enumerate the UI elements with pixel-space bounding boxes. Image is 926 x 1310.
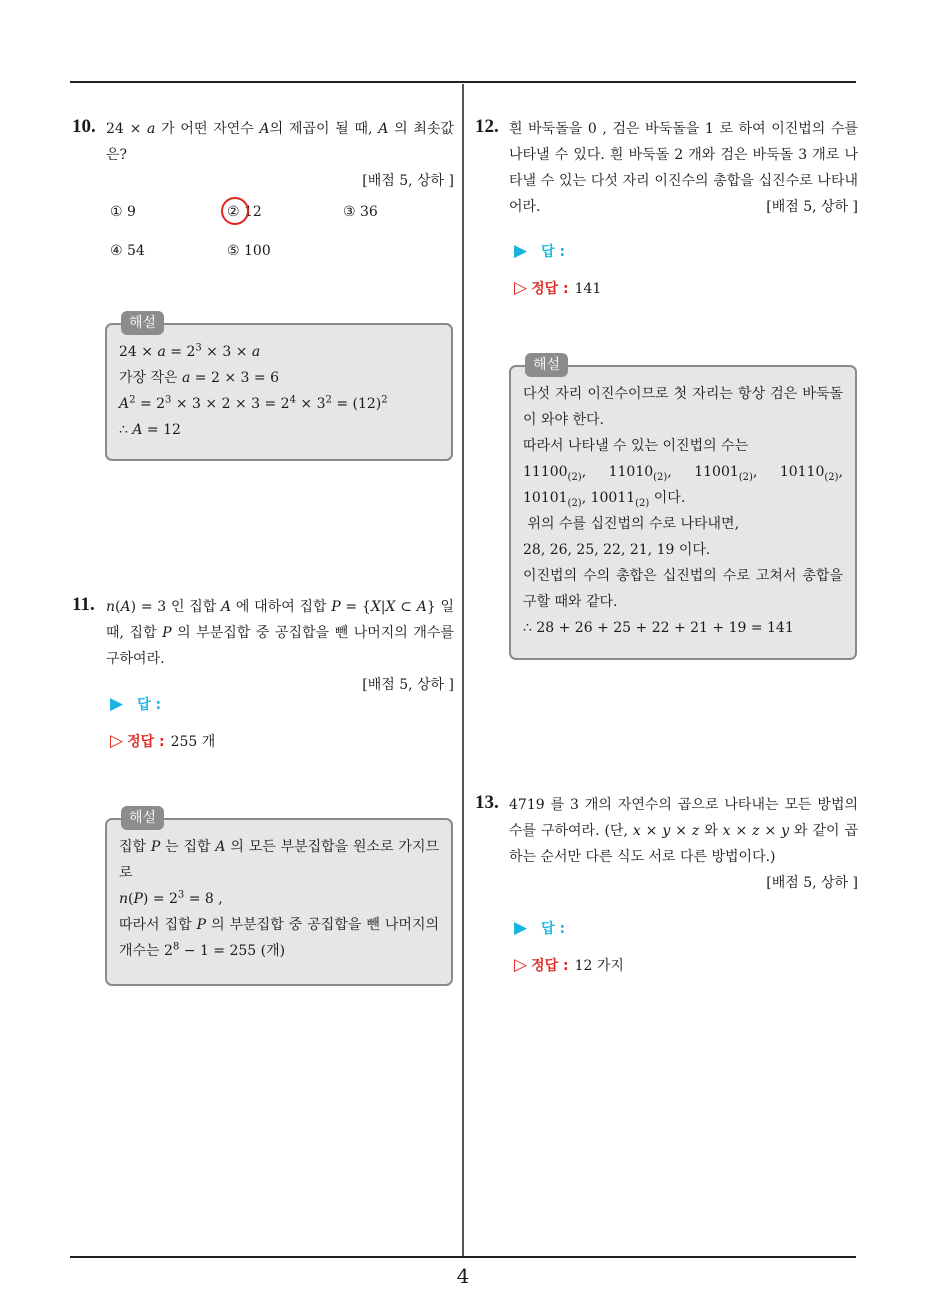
play-arrow-icon: ▶ [110,694,124,714]
solution-line: 28, 26, 25, 22, 21, 19 이다. [523,542,711,558]
question-11 [72,594,454,698]
solution-line: $24 \times a = 2^3 \times 3 \times a$ [119,342,261,360]
play-arrow-icon: ▶ [514,918,528,938]
solution-box-10 [105,315,453,461]
question-12 [475,116,858,220]
solution-line: ∴ 28 + 26 + 25 + 22 + 21 + 19 = 141 [523,620,794,636]
question-number: 10. [72,116,96,137]
choice-3[interactable]: ③ 36 [343,204,378,220]
question-text: 흰 바둑돌을 0 , 검은 바둑돌을 1 로 하여 이진법의 수를 나타낼 수 있다. 흰 바둑돌 2 개와 검은 바둑돌 3 개로 나타낼 수 있는 다섯 자리 이진수의 총합을 십진수로 나타내어라. [배점 5, 상하 ] [509,116,858,220]
question-number: 13. [475,792,499,813]
selected-answer-circle [221,197,249,225]
correct-answer-line [110,731,215,751]
correct-value: 12 가지 [574,958,624,974]
answer-line[interactable] [110,694,161,714]
question-text: 24 × a 가 어떤 자연수 A의 제곱이 될 때, A 의 최솟값은? [배점 5, 상하 ] [106,116,454,194]
choice-5[interactable]: ⑤ 100 [227,243,271,259]
correct-answer-line [514,278,601,298]
question-text: n(A) = 3 인 집합 A 에 대하여 집합 P = {X|X ⊂ A} 일 때, 집합 P 의 부분집합 중 공집합을 뺀 나머지의 개수를 구하여라. [배점 5, 상하 ] [106,594,454,698]
question-text: 4719 를 3 개의 자연수의 곱으로 나타내는 모든 방법의 수를 구하여라. (단, x × y × z 와 x × z × y 와 같이 곱하는 순서만 다른 식도 서로 다른 방법이다.) [배점 5, 상하 ] [509,792,858,896]
choice-2[interactable]: ② 12 [227,204,262,220]
answer-label: 답 : [541,244,566,260]
question-13 [475,792,858,896]
solution-line: $11100_{(2)}$, $11010_{(2)}$, $11001_{(2)}$, $10110_{(2)}$, $10101_{(2)}$, $10011_{(2)}$ 이다. [523,464,843,509]
correct-label: 정답 : [531,281,569,297]
solution-line: 다섯 자리 이진수이므로 첫 자리는 항상 검은 바둑돌이 와야 한다. [523,386,843,428]
outline-arrow-icon: ▷ [514,278,528,298]
choice-4[interactable]: ④ 54 [110,243,145,259]
outline-arrow-icon: ▷ [514,955,528,975]
answer-label: 답 : [541,921,566,937]
solution-line: 따라서 집합 P 의 부분집합 중 공집합을 뺀 나머지의 개수는 $2^8 - 1 = 255$ (개) [119,917,440,959]
outline-arrow-icon: ▷ [110,731,124,751]
column-divider [462,84,464,1258]
page-number: 4 [456,1264,470,1288]
solution-tag: 해설 [121,806,164,830]
solution-line: 따라서 나타낼 수 있는 이진법의 수는 [523,438,749,454]
solution-tag: 해설 [525,353,568,377]
solution-line: 위의 수를 십진법의 수로 나타내면, [523,516,740,532]
correct-value: 255 개 [170,734,216,750]
correct-label: 정답 : [127,734,165,750]
solution-line: 가장 작은 a = 2 × 3 = 6 [119,370,279,386]
solution-box-12 [509,357,857,660]
correct-answer-line [514,955,624,975]
top-rule [70,81,856,83]
correct-value: 141 [574,281,602,297]
answer-line[interactable] [514,241,565,261]
answer-line[interactable] [514,918,565,938]
solution-tag: 해설 [121,311,164,335]
score-meta: [배점 5, 상하 ] [766,199,858,215]
choice-1[interactable]: ① 9 [110,204,136,220]
score-meta: [배점 5, 상하 ] [766,875,858,891]
bottom-rule [70,1256,856,1258]
play-arrow-icon: ▶ [514,241,528,261]
solution-line: $n(P) = 2^3 = 8$ , [119,889,223,907]
solution-box-11 [105,810,453,986]
solution-line: 이진법의 수의 총합은 십진법의 수로 고쳐서 총합을 구할 때와 같다. [523,568,843,610]
answer-label: 답 : [137,697,162,713]
score-meta: [배점 5, 상하 ] [362,677,454,693]
choice-list [110,204,450,264]
question-number: 11. [72,594,95,615]
question-number: 12. [475,116,499,137]
solution-line: ∴ A = 12 [119,422,181,438]
question-10 [72,116,454,194]
solution-line: 집합 P 는 집합 A 의 모든 부분집합을 원소로 가지므로 [119,839,440,881]
score-meta: [배점 5, 상하 ] [362,173,454,189]
solution-line: $A^2 = 2^3 \times 3 \times 2 \times 3 = 2^4 \times 3^2 = (12)^2$ [119,394,388,412]
correct-label: 정답 : [531,958,569,974]
